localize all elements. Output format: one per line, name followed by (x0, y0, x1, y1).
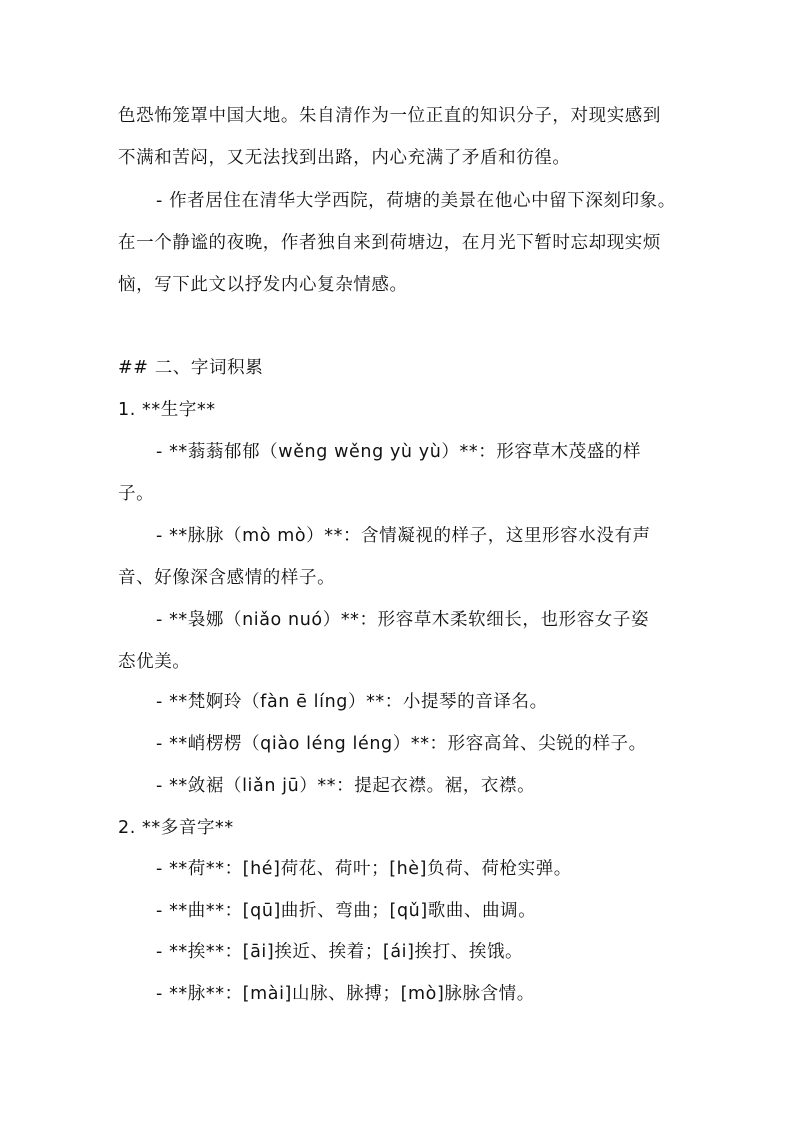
list-item: - **挨**：[āi]挨近、挨着；[ái]挨打、挨饿。 (156, 942, 524, 962)
paragraph-line: 不满和苦闷，又无法找到出路，内心充满了矛盾和彷徨。 (118, 148, 571, 168)
list-item-continuation: 态优美。 (118, 652, 191, 672)
list-item: - **梵婀玲（fàn ē líng）**：小提琴的音译名。 (156, 692, 548, 712)
list-item: - **袅娜（niǎo nuó）**：形容草木柔软细长，也形容女子姿 (156, 610, 650, 630)
list-item: - **峭楞楞（qiào léng léng）**：形容高耸、尖锐的样子。 (156, 734, 647, 754)
paragraph-line: 恼，写下此文以抒发内心复杂情感。 (118, 275, 408, 295)
list-item: - **脉**：[mài]山脉、脉搏；[mò]脉脉含情。 (156, 984, 535, 1004)
paragraph-line: - 作者居住在清华大学西院，荷塘的美景在他心中留下深刻印象。 (156, 191, 676, 211)
paragraph-line: 在一个静谧的夜晚，作者独自来到荷塘边，在月光下暂时忘却现实烦 (118, 233, 661, 253)
section-heading: ## 二、字词积累 (118, 358, 264, 378)
list-item-continuation: 子。 (118, 484, 155, 504)
list-item: - **曲**：[qū]曲折、弯曲；[qǔ]歌曲、曲调。 (156, 901, 537, 921)
list-item: - **脉脉（mò mò）**：含情凝视的样子，这里形容水没有声 (156, 526, 651, 546)
list-item: - **荷**：[hé]荷花、荷叶；[hè]负荷、荷枪实弹。 (156, 859, 572, 879)
list-title: 2. **多音字** (118, 818, 234, 838)
paragraph-line: 色恐怖笼罩中国大地。朱自清作为一位正直的知识分子，对现实感到 (118, 106, 661, 126)
list-item: - **蓊蓊郁郁（wěng wěng yù yù）**：形容草木茂盛的样 (156, 442, 642, 462)
list-item-continuation: 音、好像深含感情的样子。 (118, 568, 336, 588)
list-title: 1. **生字** (118, 400, 216, 420)
list-item: - **敛裾（liǎn jū）**：提起衣襟。裾，衣襟。 (156, 776, 536, 796)
